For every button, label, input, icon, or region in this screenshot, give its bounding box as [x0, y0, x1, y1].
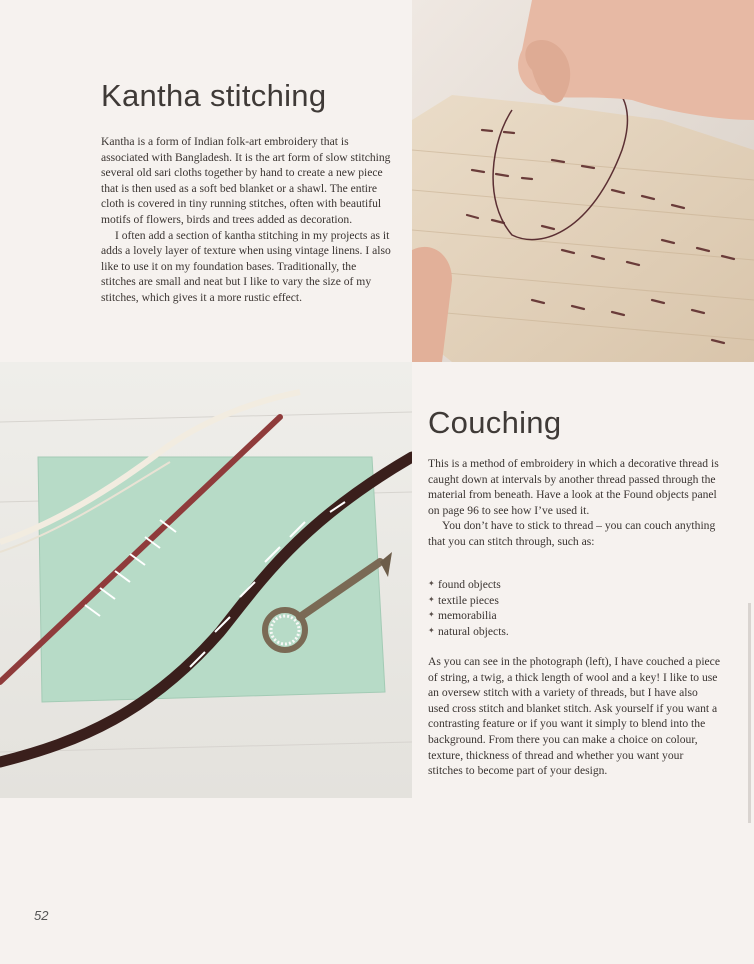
kantha-body-text [101, 134, 393, 306]
kantha-paragraph-1: Kantha is a form of Indian folk-art embroidery that is associated with Bangladesh. It is the art form of slow stitching several old sari cloths together by hand to create a new piece that is then used as a soft bed blanket or a shawl. The entire cloth is covered in tiny running stitches, often with beautiful motifs of flowers, birds and trees added as decoration. [101, 135, 391, 226]
couching-paragraph-1: This is a method of embroidery in which a decorative thread is caught down at intervals by another thread passed through the material from beneath. Have a look at the Found objects panel on page 96 to see how I’ve used it. [428, 457, 719, 517]
bullet-item: ✦ memorabilia [428, 608, 708, 624]
bullet-item: ✦ natural objects. [428, 624, 708, 640]
couching-paragraph-2: You don’t have to stick to thread – you can couch anything that you can stitch through, such as: [428, 519, 716, 548]
page-number: 52 [34, 908, 49, 923]
couching-body-text [428, 456, 720, 550]
kantha-heading: Kantha stitching [101, 78, 327, 113]
couching-body-text-2 [428, 654, 720, 779]
scrollbar[interactable] [748, 603, 751, 823]
couching-paragraph-3: As you can see in the photograph (left), I have couched a piece of string, a twig, a thick length of wool and a key! I like to use an oversew stitch with a variety of threads, but I have also used cross stitch and blanket stitch. Ask yourself if you want a contrasting feature or if you want it simply to blend into the background. From there you can make a choice on colour, texture, thickness of thread and whether you want your stitches to become part of your design. [428, 655, 720, 778]
kantha-stitching-photo [412, 0, 754, 362]
couching-bullet-list [428, 577, 708, 639]
bullet-item: ✦ found objects [428, 577, 708, 593]
bullet-item: ✦ textile pieces [428, 593, 708, 609]
couching-heading: Couching [428, 405, 562, 440]
couching-photo [0, 362, 412, 798]
kantha-paragraph-2: I often add a section of kantha stitching in my projects as it adds a lovely layer of texture when using vintage linens. I also like to use it on my foundation bases. Traditionally, the stitches are small and neat but I like to vary the size of my stitches, which gives it a more rustic effect. [101, 228, 391, 304]
